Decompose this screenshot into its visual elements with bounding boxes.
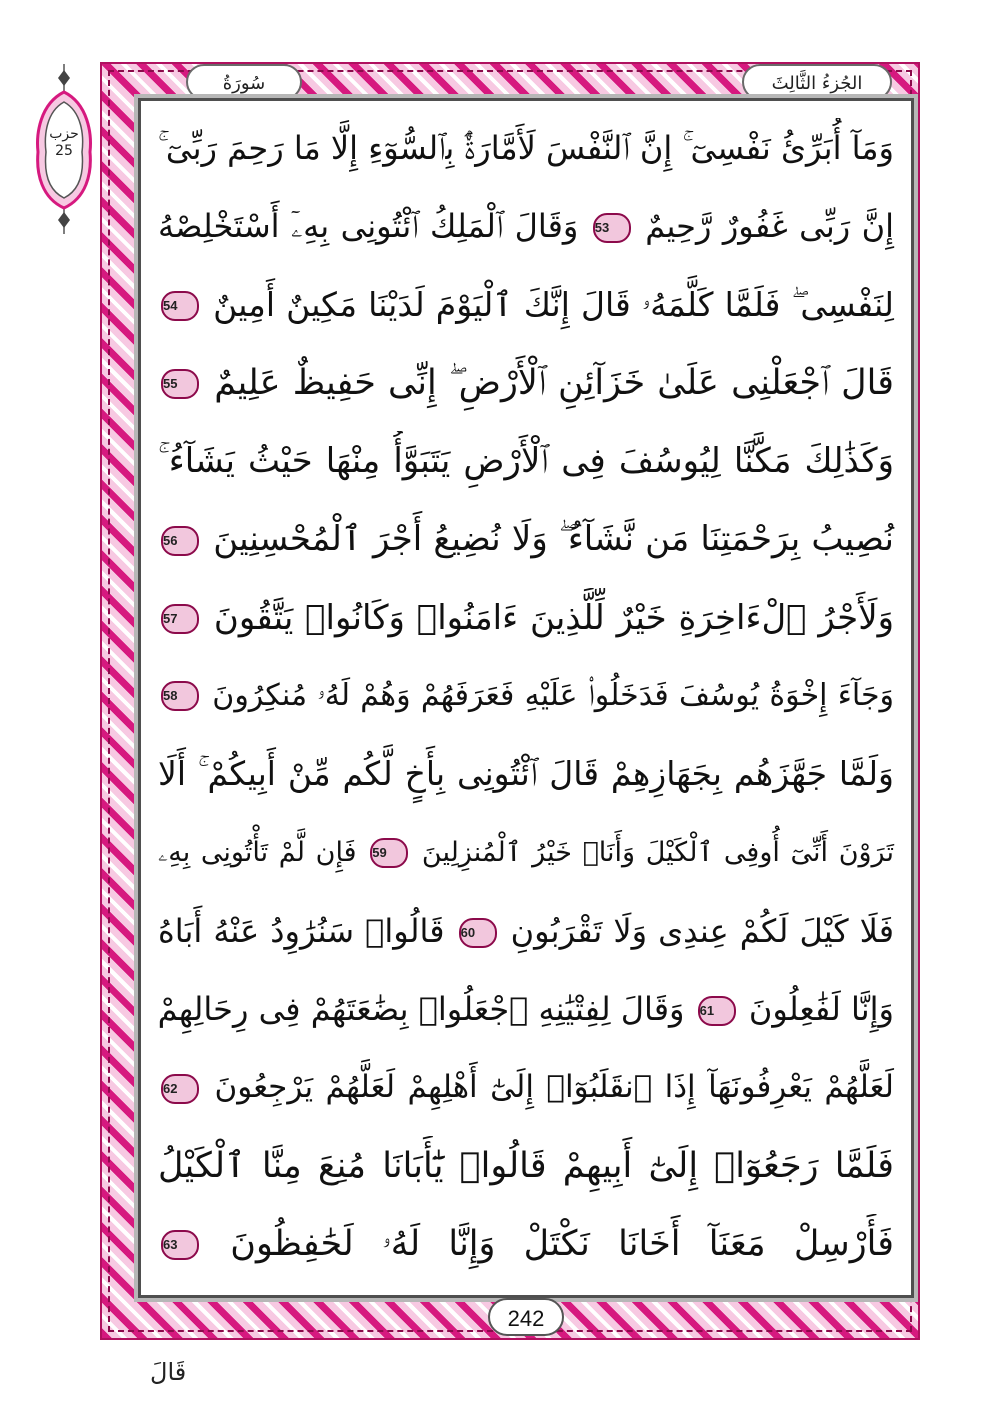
verse-text: فَلَمَّا رَجَعُوٓا۟ إِلَىٰٓ أَبِيهِمْ قَالُوا۟ يَٰٓأَبَانَا مُنِعَ مِنَّا ٱلْكَيْلُ <box>158 1145 894 1186</box>
verse-line <box>152 588 900 648</box>
verse-text: وَجَآءَ إِخْوَةُ يُوسُفَ فَدَخَلُوا۟ عَلَيْهِ فَعَرَفَهُمْ وَهُمْ لَهُۥ مُنكِرُونَ <box>212 677 894 713</box>
ayah-number-marker: 61 <box>698 996 736 1026</box>
ayah-number-marker: 56 <box>161 526 199 556</box>
surah-label: سُورَةُ <box>186 64 302 100</box>
page-number: 242 <box>488 1298 564 1336</box>
verse-line <box>152 1136 900 1196</box>
ayah-number-marker: 62 <box>161 1074 199 1104</box>
verse-line <box>152 1214 900 1274</box>
verse-text: لِنَفْسِى ۖ فَلَمَّا كَلَّمَهُۥ قَالَ إِنَّكَ ٱلْيَوْمَ لَدَيْنَا مَكِينٌ أَمِينٌ <box>213 284 894 324</box>
ayah-number-marker: 53 <box>593 213 631 243</box>
verse-text: لَعَلَّهُمْ يَعْرِفُونَهَآ إِذَا ٱنقَلَبُوٓا۟ إِلَىٰٓ أَهْلِهِمْ لَعَلَّهُمْ يَرْجِعُونَ <box>214 1069 894 1106</box>
hizb-label: حزب <box>49 126 79 142</box>
ayah-number-marker: 57 <box>161 604 199 634</box>
verse-line <box>152 353 900 413</box>
verse-line <box>152 196 900 256</box>
verse-text: فَإِن لَّمْ تَأْتُونِى بِهِۦ <box>158 836 357 868</box>
ayah-number-marker: 63 <box>161 1230 199 1260</box>
ayah-number-marker: 59 <box>370 838 408 868</box>
verse-text: وَلَمَّا جَهَّزَهُم بِجَهَازِهِمْ قَالَ ٱئْتُونِى بِأَخٍ لَّكُم مِّنْ أَبِيكُمْ ۚ أَلَا <box>158 754 894 794</box>
verse-line <box>152 275 900 335</box>
ayah-number-marker: 58 <box>161 681 199 711</box>
verse-line <box>152 666 900 726</box>
ayah-number-marker: 54 <box>161 291 199 321</box>
verse-text: وَقَالَ لِفِتْيَٰنِهِ ٱجْعَلُوا۟ بِضَٰعَتَهُمْ فِى رِحَالِهِمْ <box>157 990 685 1029</box>
verse-text: وَلَأَجْرُ ٱلْءَاخِرَةِ خَيْرٌ لِّلَّذِينَ ءَامَنُوا۟ وَكَانُوا۟ يَتَّقُونَ <box>213 597 895 638</box>
verse-text: وَقَالَ ٱلْمَلِكُ ٱئْتُونِى بِهِۦٓ أَسْتَخْلِصْهُ <box>158 207 579 246</box>
hizb-marker <box>30 64 98 234</box>
ayah-number-marker: 60 <box>459 918 497 948</box>
verse-text: فَلَا كَيْلَ لَكُمْ عِندِى وَلَا تَقْرَبُونِ <box>510 911 894 950</box>
verse-line <box>152 509 900 569</box>
verse-line <box>152 901 900 961</box>
verse-text: وَإِنَّا لَفَٰعِلُونَ <box>748 990 894 1029</box>
verse-text: قَالَ ٱجْعَلْنِى عَلَىٰ خَزَآئِنِ ٱلْأَرْضِ ۖ إِنِّى حَفِيظٌ عَلِيمٌ <box>214 362 894 403</box>
catchword: قَالَ <box>150 1358 187 1386</box>
verse-text: وَمَآ أُبَرِّئُ نَفْسِىٓ ۚ إِنَّ ٱلنَّفْسَ لَأَمَّارَةٌۢ بِٱلسُّوٓءِ إِلَّا مَا رَحِمَ رَبِّىٓ ۚ <box>157 129 894 167</box>
verse-line <box>152 118 900 178</box>
quran-text <box>152 112 900 1284</box>
ayah-number-marker: 55 <box>161 369 199 399</box>
verse-text: إِنَّ رَبِّى غَفُورٌ رَّحِيمٌ <box>645 207 895 246</box>
verse-text: وَكَذَٰلِكَ مَكَّنَّا لِيُوسُفَ فِى ٱلْأَرْضِ يَتَبَوَّأُ مِنْهَا حَيْثُ يَشَآءُ ۚ <box>158 441 894 482</box>
verse-text: فَأَرْسِلْ مَعَنَآ أَخَانَا نَكْتَلْ وَإِنَّا لَهُۥ لَحَٰفِظُونَ <box>230 1223 894 1264</box>
verse-text: نُصِيبُ بِرَحْمَتِنَا مَن نَّشَآءُ ۖ وَلَا نُضِيعُ أَجْرَ ٱلْمُحْسِنِينَ <box>213 519 894 560</box>
hizb-number: 25 <box>55 143 73 159</box>
verse-line <box>152 1057 900 1117</box>
verse-text: تَرَوْنَ أَنِّىٓ أُوفِى ٱلْكَيْلَ وَأَنَا۠ خَيْرُ ٱلْمُنزِلِينَ <box>421 836 894 868</box>
verse-line <box>152 744 900 804</box>
juz-label: الجُزءُ الثَّالِثَ <box>742 64 892 100</box>
verse-line <box>152 431 900 491</box>
verse-line <box>152 823 900 883</box>
verse-line <box>152 979 900 1039</box>
verse-text: قَالُوا۟ سَنُرَٰوِدُ عَنْهُ أَبَاهُ <box>158 911 445 950</box>
